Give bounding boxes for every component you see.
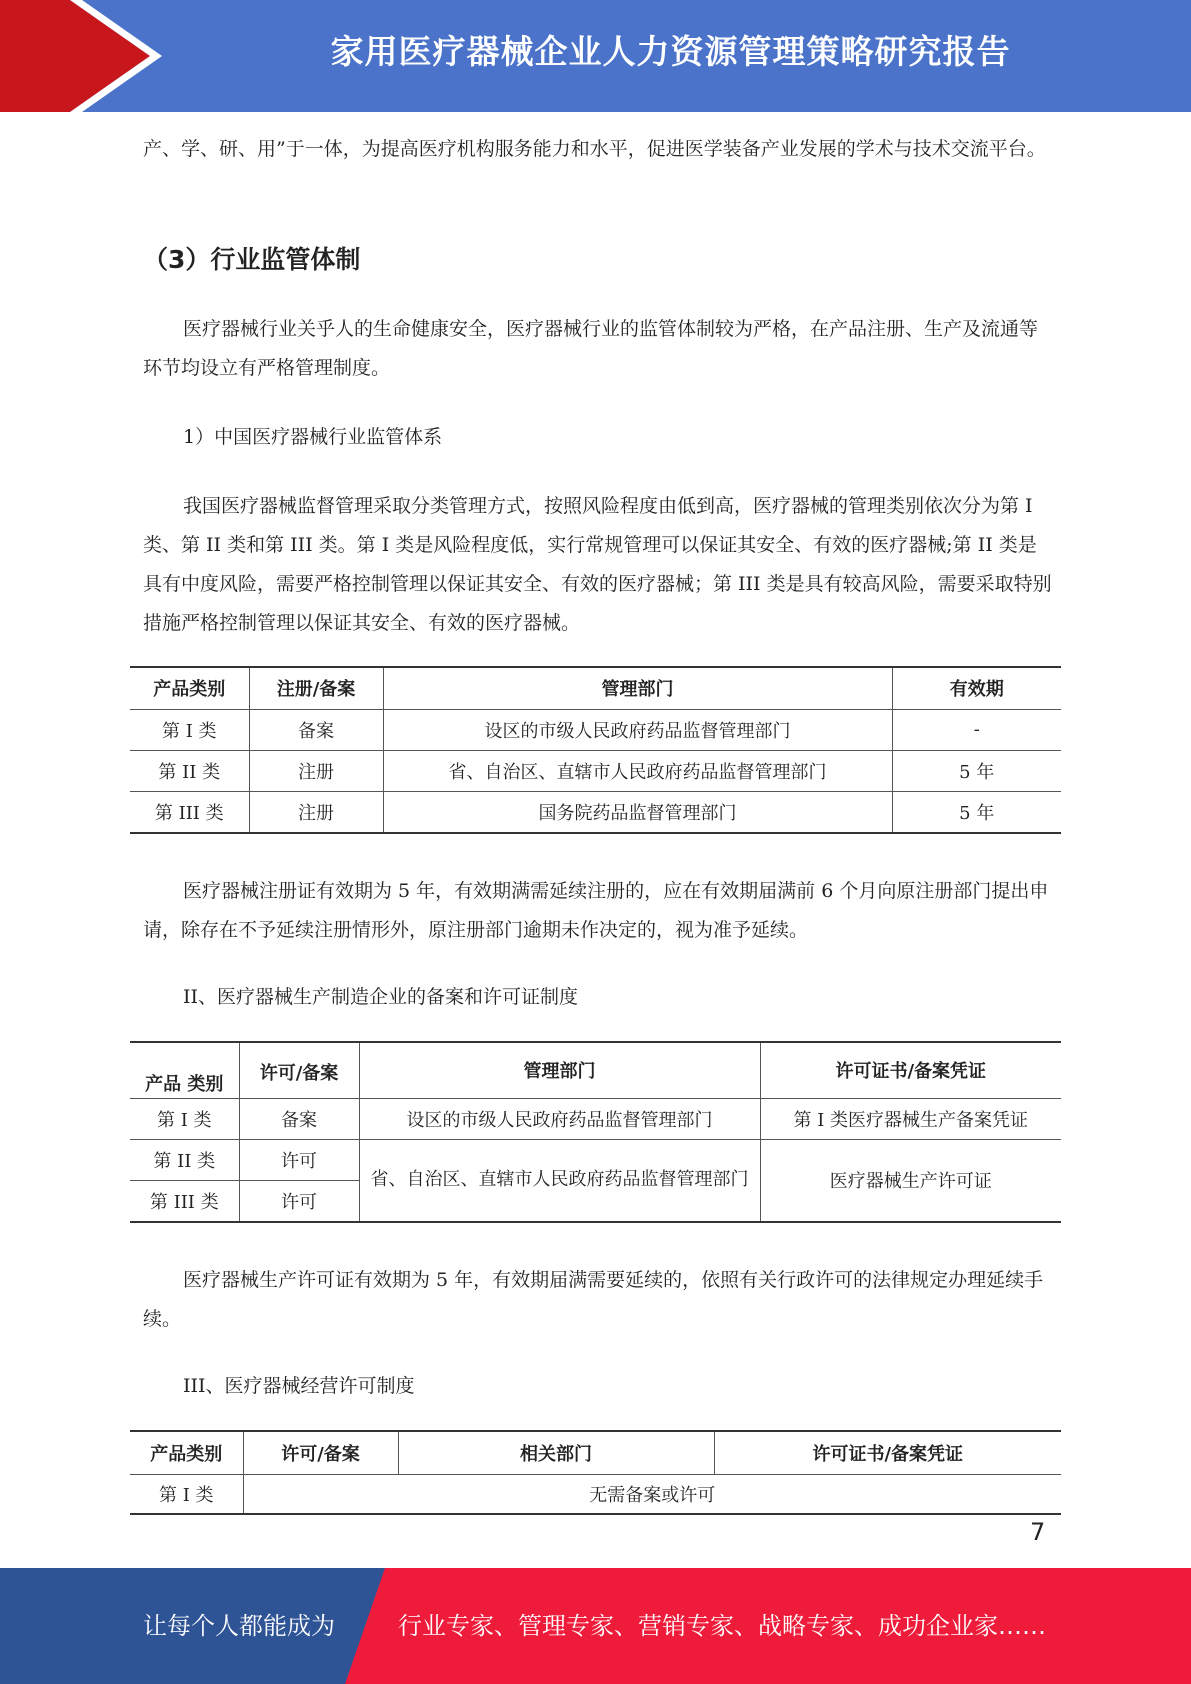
subheading-supervision-system: 1）中国医疗器械行业监管体系 [183,426,443,448]
production-license-table [130,1041,1061,1223]
table-header: 相关部门 [398,1431,714,1474]
table-cell: 第 I 类 [130,1098,239,1139]
subheading-business-license: III、医疗器械经营许可制度 [183,1375,415,1397]
table-header: 许可证书/备案凭证 [714,1431,1061,1474]
table-cell: 5 年 [892,791,1061,833]
table-header: 产品 类别 [130,1042,239,1098]
table-cell-merged: 省、自治区、直辖市人民政府药品监督管理部门 [359,1139,760,1222]
table-header: 产品类别 [130,667,249,709]
table-cell: 许可 [239,1139,359,1180]
table-header: 管理部门 [383,667,892,709]
table-row [130,1098,1061,1139]
table-cell: 第 I 类 [130,709,249,750]
page-number: 7 [1030,1518,1046,1546]
table-cell: 备案 [239,1098,359,1139]
table-cell: 省、自治区、直辖市人民政府药品监督管理部门 [383,750,892,791]
table-cell: 第 I 类医疗器械生产备案凭证 [760,1098,1061,1139]
table-cell: - [892,709,1061,750]
table-cell: 设区的市级人民政府药品监督管理部门 [359,1098,760,1139]
business-license-table [130,1430,1061,1515]
table-cell: 许可 [239,1180,359,1222]
paragraph-classification: 我国医疗器械监督管理采取分类管理方式，按照风险程度由低到高，医疗器械的管理类别依次分为第 I 类、第 II 类和第 III 类。第 I 类是风险程度低，实行常规管理可以保证其安全、有效的医疗器械;第 II 类是具有中度风险，需要严格控制管理以保证其安全、有效的医疗器械；第 III 类是具有较高风险，需要采取特别措施严格控制管理以保证其安全、有效的医疗器械。 [143,495,1052,634]
report-title: 家用医疗器械企业人力资源管理策略研究报告 [330,32,1011,71]
table-cell: 国务院药品监督管理部门 [383,791,892,833]
table-header: 管理部门 [359,1042,760,1098]
paragraph-regulation-intro: 医疗器械行业关乎人的生命健康安全，医疗器械行业的监管体制较为严格，在产品注册、生产及流通等环节均设立有严格管理制度。 [143,318,1039,379]
paragraph-license-validity: 医疗器械生产许可证有效期为 5 年，有效期届满需要延续的，依照有关行政许可的法律规定办理延续手续。 [143,1269,1044,1330]
table-cell: 第 II 类 [130,1139,239,1180]
table-header: 有效期 [892,667,1061,709]
subheading-production-license: II、医疗器械生产制造企业的备案和许可证制度 [183,986,579,1008]
table-header: 许可/备案 [243,1431,398,1474]
table-cell-merged: 医疗器械生产许可证 [760,1139,1061,1222]
table-cell: 第 I 类 [130,1474,243,1514]
section-heading: （3）行业监管体制 [143,245,361,274]
table-cell: 第 III 类 [130,791,249,833]
paragraph-registration-validity: 医疗器械注册证有效期为 5 年，有效期满需延续注册的，应在有效期届满前 6 个月向原注册部门提出申请，除存在不予延续注册情形外，原注册部门逾期未作决定的，视为准予延续。 [143,880,1049,941]
page-footer [0,1568,1191,1684]
table-row [130,791,1061,833]
registration-table [130,666,1061,834]
table-cell: 注册 [249,750,383,791]
table-header: 许可证书/备案凭证 [760,1042,1061,1098]
table-header: 注册/备案 [249,667,383,709]
table-cell: 5 年 [892,750,1061,791]
page-header [0,0,1191,112]
table-row [130,709,1061,750]
table-row [130,1474,1061,1514]
paragraph-continuation: 产、学、研、用”于一体，为提高医疗机构服务能力和水平，促进医学装备产业发展的学术与技术交流平台。 [143,138,1046,160]
table-cell: 设区的市级人民政府药品监督管理部门 [383,709,892,750]
table-cell: 第 III 类 [130,1180,239,1222]
table-cell: 注册 [249,791,383,833]
table-row [130,750,1061,791]
footer-slogan-left: 让每个人都能成为 [143,1612,335,1640]
footer-slogan-right: 行业专家、管理专家、营销专家、战略专家、成功企业家…… [398,1612,1046,1640]
table-row [130,1139,1061,1180]
table-cell: 备案 [249,709,383,750]
table-cell: 第 II 类 [130,750,249,791]
table-header: 产品类别 [130,1431,243,1474]
table-cell-merged: 无需备案或许可 [243,1474,1061,1514]
table-header: 许可/备案 [239,1042,359,1098]
